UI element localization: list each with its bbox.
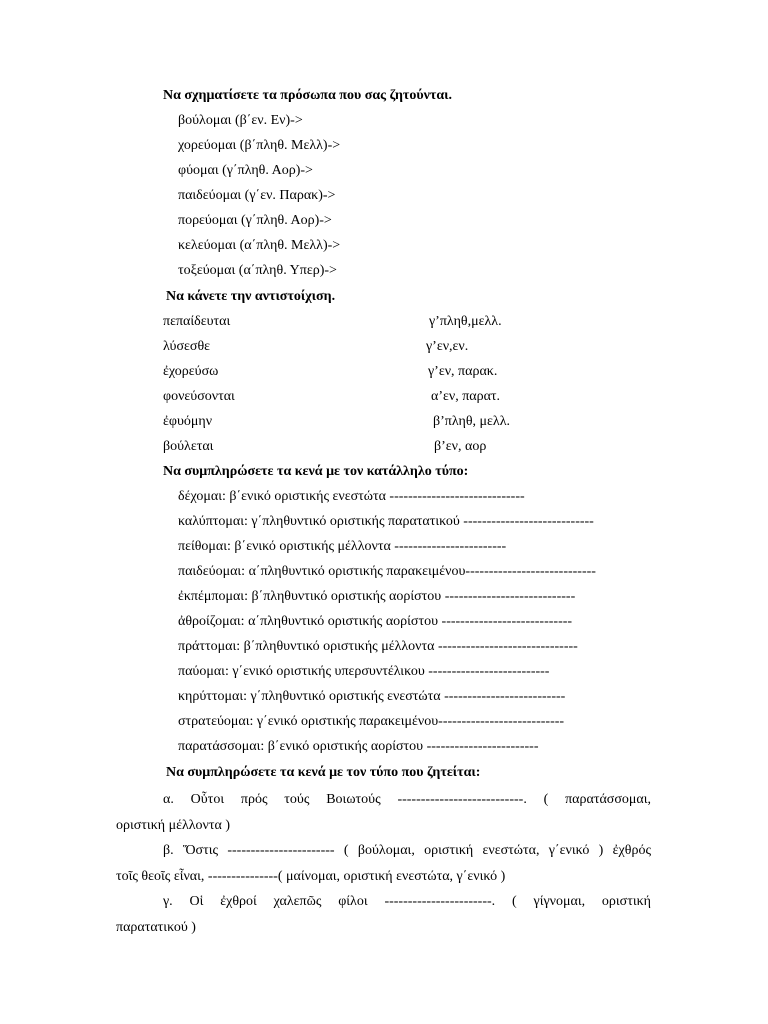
fill-item: πράττομαι: β΄πληθυντικό οριστικής μέλλοντα ------------------------------ — [178, 639, 578, 654]
fill-item: παιδεύομαι: α΄πληθυντικό οριστικής παρακειμένου---------------------------- — [178, 564, 596, 579]
match-right-item: β’πληθ, μελλ. — [433, 414, 511, 429]
list-item: χορεύομαι (β΄πληθ. Μελλ)-> — [178, 138, 341, 153]
match-left-item: βούλεται — [163, 439, 214, 454]
exercise-c-line2: παρατατικού ) — [116, 920, 196, 935]
list-item: κελεύομαι (α΄πληθ. Μελλ)-> — [178, 238, 341, 253]
match-left-item: φονεύσονται — [163, 389, 235, 404]
fill-item: παρατάσσομαι: β΄ενικό οριστικής αορίστου ------------------------ — [178, 739, 539, 754]
match-right-item: γ’εν, παρακ. — [428, 364, 498, 379]
exercise-a-line2: οριστική μέλλοντα ) — [116, 818, 230, 833]
list-item: βούλομαι (β΄εν. Εν)-> — [178, 113, 303, 128]
fill-item: ἀθροίζομαι: α΄πληθυντικό οριστικής αορίστου ---------------------------- — [178, 614, 573, 629]
match-left-item: λύσεσθε — [163, 339, 211, 354]
fill-item: ἐκπέμπομαι: β΄πληθυντικό οριστικής αορίστου ---------------------------- — [178, 589, 576, 604]
match-right-item: γ’εν,εν. — [426, 339, 469, 354]
fill-item: δέχομαι: β΄ενικό οριστικής ενεστώτα ----------------------------- — [178, 489, 525, 504]
exercise-a-line1: α. Οὗτοι πρός τούς Βοιωτούς ---------------------------. ( παρατάσσομαι, — [163, 792, 651, 807]
section3-heading: Να συμπληρώσετε τα κενά με τον κατάλληλο τύπο: — [163, 464, 469, 479]
section4-heading: Να συμπληρώσετε τα κενά με τον τύπο που ζητείται: — [166, 765, 481, 780]
exercise-b-line1: β. Ὅστις ----------------------- ( βούλομαι, οριστική ενεστώτα, γ΄ενικό ) ἐχθρός — [163, 843, 651, 858]
section1-heading: Να σχηματίσετε τα πρόσωπα που σας ζητούνται. — [163, 88, 452, 103]
fill-item: κηρύττομαι: γ΄πληθυντικό οριστικής ενεστώτα -------------------------- — [178, 689, 566, 704]
fill-item: καλύπτομαι: γ΄πληθυντικό οριστικής παρατατικού ---------------------------- — [178, 514, 594, 529]
match-right-item: γ’πληθ,μελλ. — [429, 314, 502, 329]
match-right-item: β’εν, αορ — [434, 439, 487, 454]
list-item: φύομαι (γ΄πληθ. Αορ)-> — [178, 163, 313, 178]
list-item: πορεύομαι (γ΄πληθ. Αορ)-> — [178, 213, 332, 228]
exercise-c-line1: γ. Οἱ ἐχθροί χαλεπῶς φίλοι -----------------------. ( γίγνομαι, οριστική — [163, 894, 651, 909]
fill-item: στρατεύομαι: γ΄ενικό οριστικής παρακειμένου--------------------------- — [178, 714, 565, 729]
list-item: τοξεύομαι (α΄πληθ. Υπερ)-> — [178, 263, 337, 278]
match-left-item: πεπαίδευται — [163, 314, 231, 329]
fill-item: παύομαι: γ΄ενικό οριστικής υπερσυντέλικου -------------------------- — [178, 664, 550, 679]
match-left-item: ἐφυόμην — [163, 414, 213, 429]
match-left-item: ἐχορεύσω — [163, 364, 219, 379]
fill-item: πείθομαι: β΄ενικό οριστικής μέλλοντα ------------------------ — [178, 539, 507, 554]
list-item: παιδεύομαι (γ΄εν. Παρακ)-> — [178, 188, 336, 203]
match-right-item: α’εν, παρατ. — [431, 389, 501, 404]
section2-heading: Να κάνετε την αντιστοίχιση. — [166, 289, 336, 304]
exercise-b-line2: τοῖς θεοῖς εἶναι, ---------------( μαίνομαι, οριστική ενεστώτα, γ΄ενικό ) — [116, 869, 506, 884]
